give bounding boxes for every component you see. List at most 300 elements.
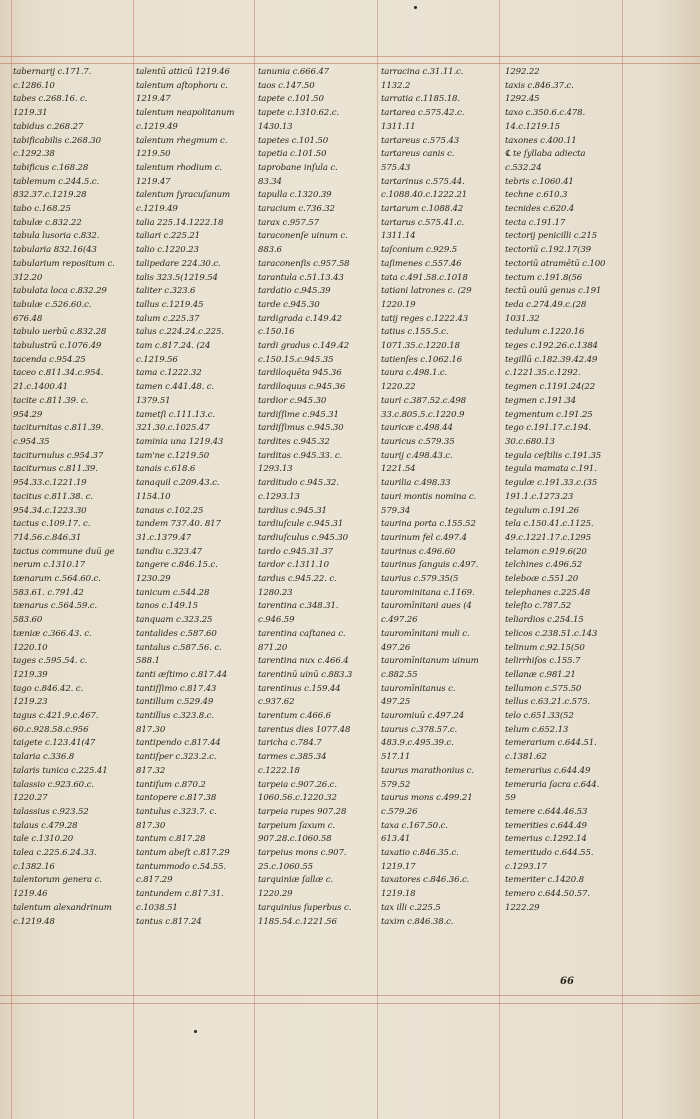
index-entry: 1220.27 — [13, 793, 48, 804]
index-entry: tæniæ c.366.43. c. — [13, 628, 92, 639]
index-entry: tardi gradus c.149.42 — [258, 341, 350, 352]
index-column-3 — [258, 66, 372, 929]
index-entry: tanunia c.666.47 — [258, 67, 329, 77]
ruled-column-divider — [499, 0, 500, 1119]
index-entry: tarentinū uinū c.883.3 — [258, 669, 353, 680]
index-entry: tanaus c.102.25 — [136, 505, 204, 516]
index-entry: talaris tunica c.225.41 — [13, 765, 108, 776]
index-entry: tardiſſime c.945.31 — [258, 409, 339, 420]
index-entry: tallus c.1219.45 — [136, 299, 204, 310]
index-entry: teleſto c.787.52 — [505, 601, 572, 612]
index-entry: tarentum c.466.6 — [258, 711, 331, 722]
index-entry: tarpeia c.907.26.c. — [258, 779, 337, 790]
index-entry: 1031.32 — [505, 313, 540, 324]
index-entry: telinum c.92.15(50 — [505, 642, 585, 653]
index-entry: tauromīnitani aues (4 — [381, 601, 472, 612]
index-entry: tanti æſtimo c.817.44 — [136, 669, 228, 680]
index-entry: tam c.817.24. (24 — [136, 341, 211, 352]
index-entry: c.882.55 — [381, 669, 418, 680]
index-entry: 1379.51 — [136, 395, 171, 406]
index-entry: tatiani latrones c. (29 — [381, 286, 472, 297]
index-entry: 817.30 — [136, 724, 166, 735]
index-entry: taminia una 1219.43 — [136, 436, 224, 447]
index-entry: tardites c.945.32 — [258, 436, 330, 447]
index-entry: tantiſper c.323.2.c. — [136, 752, 217, 763]
index-entry: 832.37.c.1219.28 — [13, 190, 87, 201]
index-entry: taxis c.846.37.c. — [505, 80, 574, 91]
index-entry: 1219.17 — [381, 861, 416, 872]
index-entry: 1292.45 — [505, 94, 540, 105]
index-entry: 1132.2 — [381, 80, 411, 91]
index-entry: taciturnulus c.954.37 — [13, 450, 104, 461]
index-entry: telephanes c.225.48 — [505, 587, 591, 598]
index-entry: tarpeius mons c.907. — [258, 848, 347, 859]
index-entry: 30.c.680.13 — [505, 436, 555, 447]
index-entry: temere c.644.46.53 — [505, 806, 588, 817]
index-entry: 1221.54 — [381, 464, 416, 475]
index-entry: taurus c.378.57.c. — [381, 724, 458, 735]
index-entry: tages c.595.54. c. — [13, 656, 88, 667]
index-entry: taciturnitas c.811.39. — [13, 423, 104, 434]
index-entry: taurinus ſanguis c.497. — [381, 560, 479, 571]
index-entry: c.497.26 — [381, 615, 418, 626]
index-entry: 588.1 — [136, 656, 160, 667]
index-entry: tapetia c.101.50 — [258, 149, 327, 160]
index-entry: tapetes c.101.50 — [258, 135, 329, 146]
index-entry: tabo c.168.25 — [13, 204, 71, 215]
index-entry: 883.6 — [258, 245, 282, 256]
index-entry: 871.20 — [258, 642, 288, 653]
index-entry: talaus c.479.28 — [13, 820, 78, 831]
index-entry: c.1286.10 — [13, 80, 55, 91]
index-entry: tama c.1222.32 — [136, 368, 202, 379]
index-entry: taurinum fel c.497.4 — [381, 532, 467, 543]
index-entry: tegulum c.191.26 — [505, 505, 579, 516]
index-entry: 583.60 — [13, 615, 43, 626]
index-entry: tarentina caſtanea c. — [258, 628, 346, 639]
index-entry: talio c.1220.23 — [136, 245, 199, 256]
index-entry: teda c.274.49.c.(28 — [505, 299, 587, 310]
index-entry: tabes c.268.16. c. — [13, 94, 88, 105]
index-entry: telicos c.238.51.c.143 — [505, 628, 598, 639]
ruled-line-bottom — [0, 1003, 700, 1004]
index-entry: tarditas c.945.33. c. — [258, 450, 343, 461]
index-entry: taliter c.323.6 — [136, 286, 196, 297]
index-entry: tellanæ c.981.21 — [505, 669, 576, 680]
index-entry: taxones c.400.11 — [505, 135, 577, 146]
index-entry: 517.11 — [381, 752, 411, 763]
index-entry: tabernarij c.171.7. — [13, 67, 92, 77]
index-entry: 1430.13 — [258, 121, 293, 132]
index-entry: taliari c.225.21 — [136, 231, 201, 242]
index-entry: 31.c.1379.47 — [136, 532, 191, 543]
index-entry: 1293.13 — [258, 464, 293, 475]
index-entry: tecta c.191.17 — [505, 217, 566, 228]
index-entry: taracium c.736.32 — [258, 204, 335, 215]
index-entry: tactus commune duū ge — [13, 546, 115, 557]
index-entry: tardius c.945.31 — [258, 505, 327, 516]
index-entry: talentum neapolitanum — [136, 108, 235, 119]
index-entry: tardo c.945.31.37 — [258, 546, 333, 557]
index-entry: talentorum genera c. — [13, 875, 102, 886]
index-entry: taſimenes c.557.46 — [381, 258, 462, 269]
index-entry: 575.43 — [381, 162, 411, 173]
index-entry: tantillum c.529.49 — [136, 697, 214, 708]
index-entry: 1311.14 — [381, 231, 416, 242]
index-entry: tarpeium ſaxum c. — [258, 820, 335, 831]
index-entry: tatius c.155.5.c. — [381, 327, 449, 338]
index-entry: tardiloquēta 945.36 — [258, 368, 342, 379]
index-entry: c.1292.38 — [13, 149, 55, 160]
index-entry: tarentina nux c.466.4 — [258, 656, 349, 667]
index-entry: 483.9.c.495.39.c. — [381, 738, 454, 749]
index-entry: tacite c.811.39. c. — [13, 395, 89, 406]
index-entry: tanos c.149.15 — [136, 601, 198, 612]
ruled-margin-left — [11, 0, 12, 1119]
index-entry: tabulustrū c.1076.49 — [13, 341, 102, 352]
index-entry: c.579.26 — [381, 806, 418, 817]
index-entry: tauromiuū c.497.24 — [381, 711, 465, 722]
index-entry: 83.34 — [258, 176, 282, 187]
index-entry: tectū ouiū genus c.191 — [505, 286, 602, 297]
index-entry: tabula lusoria c.832. — [13, 231, 100, 242]
index-entry: 59 — [505, 793, 516, 804]
index-entry: tarmes c.385.34 — [258, 752, 327, 763]
index-entry: tago c.846.42. c. — [13, 683, 84, 694]
index-entry: tapulla c.1320.39 — [258, 190, 332, 201]
index-entry: talum c.225.37 — [136, 313, 200, 324]
index-column-2 — [136, 66, 250, 929]
index-entry: nerum c.1310.17 — [13, 560, 85, 571]
index-entry: taxatores c.846.36.c. — [381, 875, 470, 886]
index-entry: 613.41 — [381, 834, 411, 845]
index-entry: c.150.16 — [258, 327, 295, 338]
index-entry: tapete c.1310.62.c. — [258, 108, 339, 119]
index-entry: c.1293.17 — [505, 861, 547, 872]
index-entry: 583.61. c.791.42 — [13, 587, 84, 598]
index-entry: 907.28.c.1060.58 — [258, 834, 332, 845]
index-entry: taurina porta c.155.52 — [381, 519, 476, 530]
index-entry: tardiſſimus c.945.30 — [258, 423, 344, 434]
index-entry: tarax c.957.57 — [258, 217, 319, 228]
index-entry: 1220.29 — [258, 889, 293, 900]
index-entry: taprobane inſula c. — [258, 162, 338, 173]
index-entry: tantummodo c.54.55. — [136, 861, 227, 872]
index-entry: tartarinus c.575.44. — [381, 176, 465, 187]
index-entry: talassio c.923.60.c. — [13, 779, 94, 790]
index-entry: tarquinius ſuperbus c. — [258, 902, 352, 913]
index-entry: tartareus canis c. — [381, 149, 455, 160]
index-entry: talentum alexandrinum — [13, 902, 112, 913]
index-entry: tabulata loca c.832.29 — [13, 286, 107, 297]
index-entry: tarpeia rupes 907.28 — [258, 806, 347, 817]
index-entry: tauri montis nomina c. — [381, 491, 477, 502]
index-entry: c.1219.49 — [136, 121, 178, 132]
index-entry: taurius c.579.35(5 — [381, 574, 459, 585]
index-entry: tametſi c.111.13.c. — [136, 409, 215, 420]
index-entry: taraconenſis c.957.58 — [258, 258, 350, 269]
index-entry: c.1221.35.c.1292. — [505, 368, 581, 379]
index-entry: tabulæ c.526.60.c. — [13, 299, 92, 310]
index-entry: tabulæ c.832.22 — [13, 217, 82, 228]
index-entry: tanicum c.544.28 — [136, 587, 210, 598]
index-entry: taxim c.846.38.c. — [381, 916, 454, 927]
index-entry: 1219.47 — [136, 94, 171, 105]
index-entry: 321.30.c.1025.47 — [136, 423, 210, 434]
index-entry: temeriter c.1420.8 — [505, 875, 584, 886]
index-entry: talentum aſtophoru c. — [136, 80, 228, 91]
index-entry: taurij c.498.43.c. — [381, 450, 453, 461]
index-entry: tarquiniæ ſallæ c. — [258, 875, 334, 886]
index-entry: taurus mons c.499.21 — [381, 793, 473, 804]
index-entry: tauricæ c.498.44 — [381, 423, 453, 434]
index-entry: 1222.29 — [505, 902, 540, 913]
ruled-column-divider — [377, 0, 378, 1119]
index-entry: tactus c.109.17. c. — [13, 519, 91, 530]
index-entry: 954.33.c.1221.19 — [13, 478, 87, 489]
index-entry: tagus c.421.9.c.467. — [13, 711, 99, 722]
index-entry: taura c.498.1.c. — [381, 368, 448, 379]
index-entry: c.532.24 — [505, 162, 542, 173]
index-entry: 817.30 — [136, 820, 166, 831]
index-entry: tarde c.945.30 — [258, 299, 320, 310]
index-entry: tacitus c.811.38. c. — [13, 491, 93, 502]
ruled-line-lower — [0, 995, 700, 996]
index-entry: temerarium c.644.51. — [505, 738, 597, 749]
index-entry: tantalus c.587.56. c. — [136, 642, 222, 653]
index-entry: 1292.22 — [505, 67, 540, 77]
index-entry: tarantula c.51.13.43 — [258, 272, 344, 283]
index-entry: tecnides c.620.4 — [505, 204, 575, 215]
ink-dot — [414, 6, 417, 9]
index-entry: tellumon c.575.50 — [505, 683, 582, 694]
index-entry: tardiloquus c.945.36 — [258, 382, 346, 393]
index-entry: taurilia c.498.33 — [381, 478, 451, 489]
index-entry: 1219.47 — [136, 176, 171, 187]
index-entry: tego c.191.17.c.194. — [505, 423, 591, 434]
index-entry: 1230.29 — [136, 574, 171, 585]
index-entry: 497.26 — [381, 642, 411, 653]
index-entry: 21.c.1400.41 — [13, 382, 68, 393]
index-entry: talipedare 224.30.c. — [136, 258, 221, 269]
index-entry: taceo c.811.34.c.954. — [13, 368, 104, 379]
index-entry: 954.29 — [13, 409, 43, 420]
index-entry: 1071.35.c.1220.18 — [381, 341, 460, 352]
index-entry: c.1219.49 — [136, 204, 178, 215]
index-entry: tartarus c.575.41.c. — [381, 217, 464, 228]
index-entry: 714.56.c.846.31 — [13, 532, 82, 543]
index-entry: tectum c.191.8(56 — [505, 272, 583, 283]
index-entry: talus c.224.24.c.225. — [136, 327, 224, 338]
index-entry: 25.c.1060.55 — [258, 861, 313, 872]
index-entry: tantiſum c.870.2 — [136, 779, 206, 790]
index-entry: talia 225.14.1222.18 — [136, 217, 224, 228]
folio-number: 66 — [560, 976, 574, 987]
index-entry: 1154.10 — [136, 491, 171, 502]
index-entry: tantum c.817.28 — [136, 834, 206, 845]
index-entry: talassius c.923.52 — [13, 806, 89, 817]
index-entry: 676.48 — [13, 313, 43, 324]
index-entry: c.937.62 — [258, 697, 295, 708]
ruled-margin-right — [622, 0, 623, 1119]
index-entry: temerities c.644.49 — [505, 820, 587, 831]
index-entry: taxo c.350.6.c.478. — [505, 108, 586, 119]
index-entry: tax illi c.225.5 — [381, 902, 441, 913]
index-entry: tectoriū c.192.17(39 — [505, 245, 592, 256]
index-entry: tardigrada c.149.42 — [258, 313, 342, 324]
index-entry: tanquam c.323.25 — [136, 615, 213, 626]
index-entry: telamon c.919.6(20 — [505, 546, 587, 557]
index-entry: 312.20 — [13, 272, 43, 283]
index-entry: tauromīnitani muli c. — [381, 628, 470, 639]
index-entry: tabificabilis c.268.30 — [13, 135, 101, 146]
index-entry: tauromīnitanus c. — [381, 683, 456, 694]
index-entry: 49.c.1221.17.c.1295 — [505, 532, 592, 543]
index-entry: tegulæ c.191.33.c.(35 — [505, 478, 598, 489]
index-entry: tegula ceſtilis c.191.35 — [505, 450, 602, 461]
index-entry: 1219.18 — [381, 889, 416, 900]
index-entry: tantipendo c.817.44 — [136, 738, 221, 749]
index-entry: 1280.23 — [258, 587, 293, 598]
index-column-1 — [13, 66, 127, 929]
index-entry: ℄ te ſyllaba adiecta — [505, 149, 586, 160]
index-entry: c.150.15.c.945.35 — [258, 354, 334, 365]
index-entry: tartareus c.575.43 — [381, 135, 460, 146]
index-entry: 1220.19 — [381, 299, 416, 310]
index-entry: tamen c.441.48. c. — [136, 382, 215, 393]
index-entry: temeritudo c.644.55. — [505, 848, 594, 859]
index-entry: 1219.50 — [136, 149, 171, 160]
ruled-line-upper — [0, 63, 700, 64]
index-entry: taſconium c.929.5 — [381, 245, 458, 256]
index-entry: tantillus c.323.8.c. — [136, 711, 214, 722]
index-entry: tantalides c.587.60 — [136, 628, 217, 639]
index-entry: tata c.491.58.c.1018 — [381, 272, 468, 283]
index-entry: tardior c.945.30 — [258, 395, 327, 406]
index-entry: tebris c.1060.41 — [505, 176, 574, 187]
index-entry: tartarum c.1088.42 — [381, 204, 464, 215]
index-entry: tandem 737.40. 817 — [136, 519, 221, 530]
ruled-column-divider — [254, 0, 255, 1119]
index-entry: 1060.56.c.1220.32 — [258, 793, 337, 804]
ink-dot — [194, 1030, 197, 1033]
index-entry: 579.34 — [381, 505, 411, 516]
index-entry: tænarus c.564.59.c. — [13, 601, 98, 612]
index-entry: tardor c.1311.10 — [258, 560, 329, 571]
index-entry: tandiu c.323.47 — [136, 546, 202, 557]
index-entry: 1311.11 — [381, 121, 416, 132]
index-entry: tatienſes c.1062.16 — [381, 354, 463, 365]
index-entry: temerarius c.644.49 — [505, 765, 591, 776]
index-entry: talentum rhodium c. — [136, 162, 222, 173]
index-entry: temeraria ſacra c.644. — [505, 779, 600, 790]
ruled-column-divider — [133, 0, 134, 1119]
index-entry: c.1381.62 — [505, 752, 547, 763]
index-entry: 497.25 — [381, 697, 411, 708]
index-entry: tacenda c.954.25 — [13, 354, 86, 365]
index-entry: 817.32 — [136, 765, 166, 776]
index-entry: telum c.652.13 — [505, 724, 569, 735]
index-entry: taciturnus c.811.39. — [13, 464, 98, 475]
index-entry: tegmen c.1191.24(22 — [505, 382, 596, 393]
index-entry: tapete c.101.50 — [258, 94, 324, 105]
index-entry: tardiuſcule c.945.31 — [258, 519, 344, 530]
index-entry: taxa c.167.50.c. — [381, 820, 448, 831]
index-entry: tarentus dies 1077.48 — [258, 724, 351, 735]
index-entry: tabularium repositum c. — [13, 258, 115, 269]
index-entry: 33.c.805.5.c.1220.9 — [381, 409, 465, 420]
index-entry: talea c.225.6.24.33. — [13, 848, 97, 859]
index-entry: tegillū c.182.39.42.49 — [505, 354, 598, 365]
index-entry: talentū atticū 1219.46 — [136, 67, 230, 77]
index-entry: tantum abeſt c.817.29 — [136, 848, 230, 859]
index-entry: tanaquil c.209.43.c. — [136, 478, 220, 489]
index-entry: tabidus c.268.27 — [13, 121, 84, 132]
index-entry: tantus c.817.24 — [136, 916, 202, 927]
index-entry: temerius c.1292.14 — [505, 834, 587, 845]
index-entry: taos c.147.50 — [258, 80, 315, 91]
index-column-5 — [505, 66, 619, 916]
index-entry: 60.c.928.58.c.956 — [13, 724, 89, 735]
index-entry: tectorij penicilli c.215 — [505, 231, 597, 242]
index-entry: 1185.54.c.1221.56 — [258, 916, 337, 927]
index-entry: tangere c.846.15.c. — [136, 560, 218, 571]
index-column-4 — [381, 66, 495, 929]
ruled-line-top — [0, 56, 700, 57]
index-entry: tantiſſimo c.817.43 — [136, 683, 217, 694]
index-entry: 14.c.1219.15 — [505, 121, 560, 132]
index-entry: teges c.192.26.c.1384 — [505, 341, 598, 352]
index-entry: tantundem c.817.31. — [136, 889, 224, 900]
index-entry: 1219.39 — [13, 669, 48, 680]
index-entry: talaria c.336.8 — [13, 752, 75, 763]
index-entry: tatij reges c.1222.43 — [381, 313, 469, 324]
index-entry: tam'ne c.1219.50 — [136, 450, 210, 461]
index-entry: taurominitana c.1169. — [381, 587, 475, 598]
index-entry: tabulo uerbū c.832.28 — [13, 327, 107, 338]
index-entry: tegmentum c.191.25 — [505, 409, 593, 420]
index-entry: tantopere c.817.38 — [136, 793, 217, 804]
index-entry: c.1038.51 — [136, 902, 178, 913]
index-entry: talis 323.5(1219.54 — [136, 272, 218, 283]
index-entry: temero c.644.50.57. — [505, 889, 590, 900]
index-entry: tauri c.387.52.c.498 — [381, 395, 466, 406]
index-entry: tardiuſculus c.945.30 — [258, 532, 348, 543]
index-entry: taurinus c.496.60 — [381, 546, 456, 557]
index-entry: taurus marathonius c. — [381, 765, 474, 776]
index-entry: 1220.10 — [13, 642, 48, 653]
index-entry: taxatio c.846.35.c. — [381, 848, 459, 859]
index-entry: talentum ſyracuſanum — [136, 190, 230, 201]
index-entry: c.817.29 — [136, 875, 173, 886]
index-entry: c.1219.48 — [13, 916, 55, 927]
index-entry: telirrhiſos c.155.7 — [505, 656, 581, 667]
index-entry: tænarum c.564.60.c. — [13, 574, 101, 585]
index-entry: tabificus c.168.28 — [13, 162, 89, 173]
index-entry: tegula mamata c.191. — [505, 464, 597, 475]
index-entry: teleboæ c.551.20 — [505, 574, 579, 585]
index-entry: tegmen c.191.34 — [505, 395, 576, 406]
index-entry: tectoriū atramētū c.100 — [505, 258, 606, 269]
index-entry: tarditudo c.945.32. — [258, 478, 339, 489]
index-entry: tarentina c.348.31. — [258, 601, 339, 612]
index-entry: tedulum c.1220.16 — [505, 327, 585, 338]
index-entry: c.1219.56 — [136, 354, 178, 365]
index-entry: taraconenſe uinum c. — [258, 231, 348, 242]
index-entry: telo c.651.33(52 — [505, 711, 574, 722]
index-entry: 954.34.c.1223.30 — [13, 505, 87, 516]
index-entry: tellus c.63.21.c.575. — [505, 697, 591, 708]
